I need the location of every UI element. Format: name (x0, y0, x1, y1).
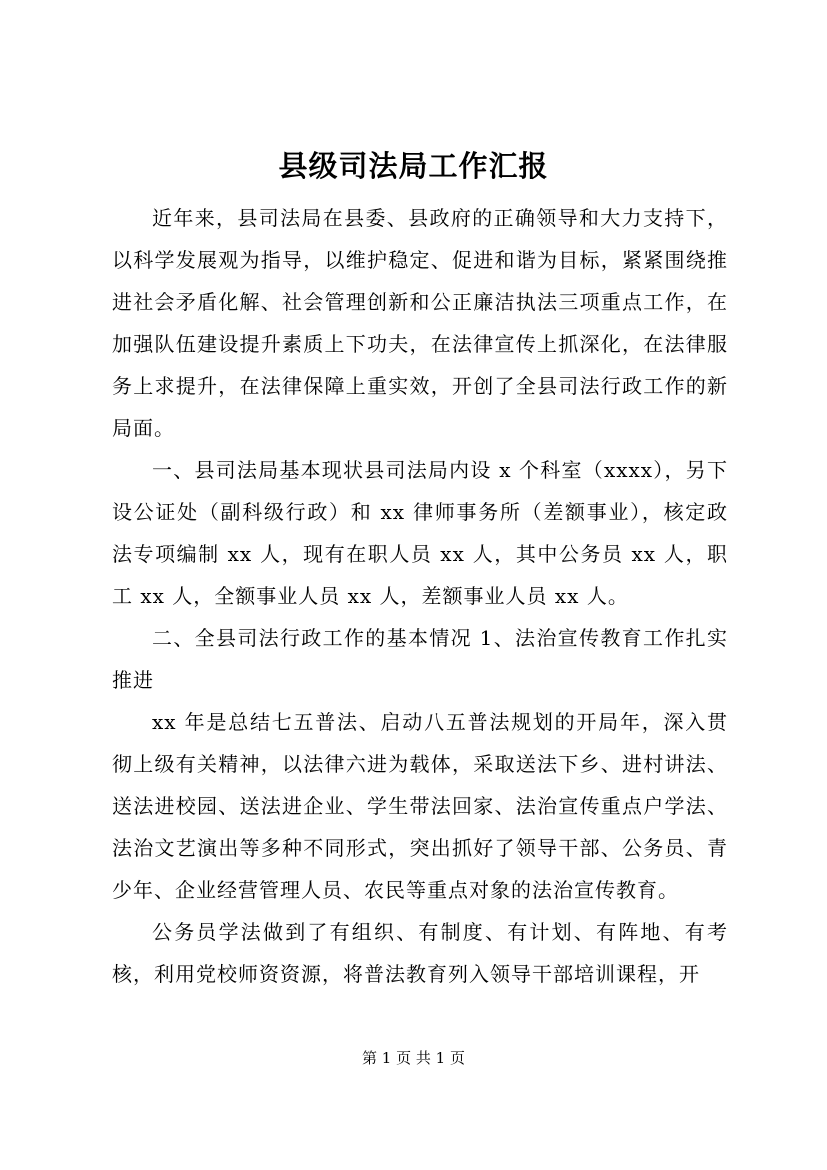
paragraph-legal-education: xx 年是总结七五普法、启动八五普法规划的开局年，深入贯彻上级有关精神，以法律六进为载体，采取送法下乡、进村讲法、送法进校园、送法进企业、学生带法回家、法治宣传重点户学法、法治文艺演出等多种不同形式，突出抓好了领导干部、公务员、青少年、企业经营管理人员、农民等重点对象的法治宣传教育。 (112, 710, 728, 902)
page-footer: 第 1 页 共 1 页 (362, 1049, 465, 1067)
paragraph-section-2: 二、全县司法行政工作的基本情况 1、法治宣传教育工作扎实推进 (112, 626, 728, 692)
paragraph-civil-servant-study: 公务员学法做到了有组织、有制度、有计划、有阵地、有考核，利用党校师资资源，将普法教育列入领导干部培训课程，开 (112, 920, 728, 986)
document-body (112, 197, 728, 995)
paragraph-section-1: 一、县司法局基本现状县司法局内设 x 个科室（xxxx），另下设公证处（副科级行政）和 xx 律师事务所（差额事业），核定政法专项编制 xx 人，现有在职人员 xx 人，其中公务员 xx 人，职工 xx 人，全额事业人员 xx 人，差额事业人员 xx 人。 (112, 458, 728, 608)
document-title: 县级司法局工作汇报 (278, 149, 549, 183)
paragraph-intro: 近年来，县司法局在县委、县政府的正确领导和大力支持下，以科学发展观为指导，以维护稳定、促进和谐为目标，紧紧围绕推进社会矛盾化解、社会管理创新和公正廉洁执法三项重点工作，在加强队伍建设提升素质上下功夫，在法律宣传上抓深化，在法律服务上求提升，在法律保障上重实效，开创了全县司法行政工作的新局面。 (112, 206, 728, 440)
